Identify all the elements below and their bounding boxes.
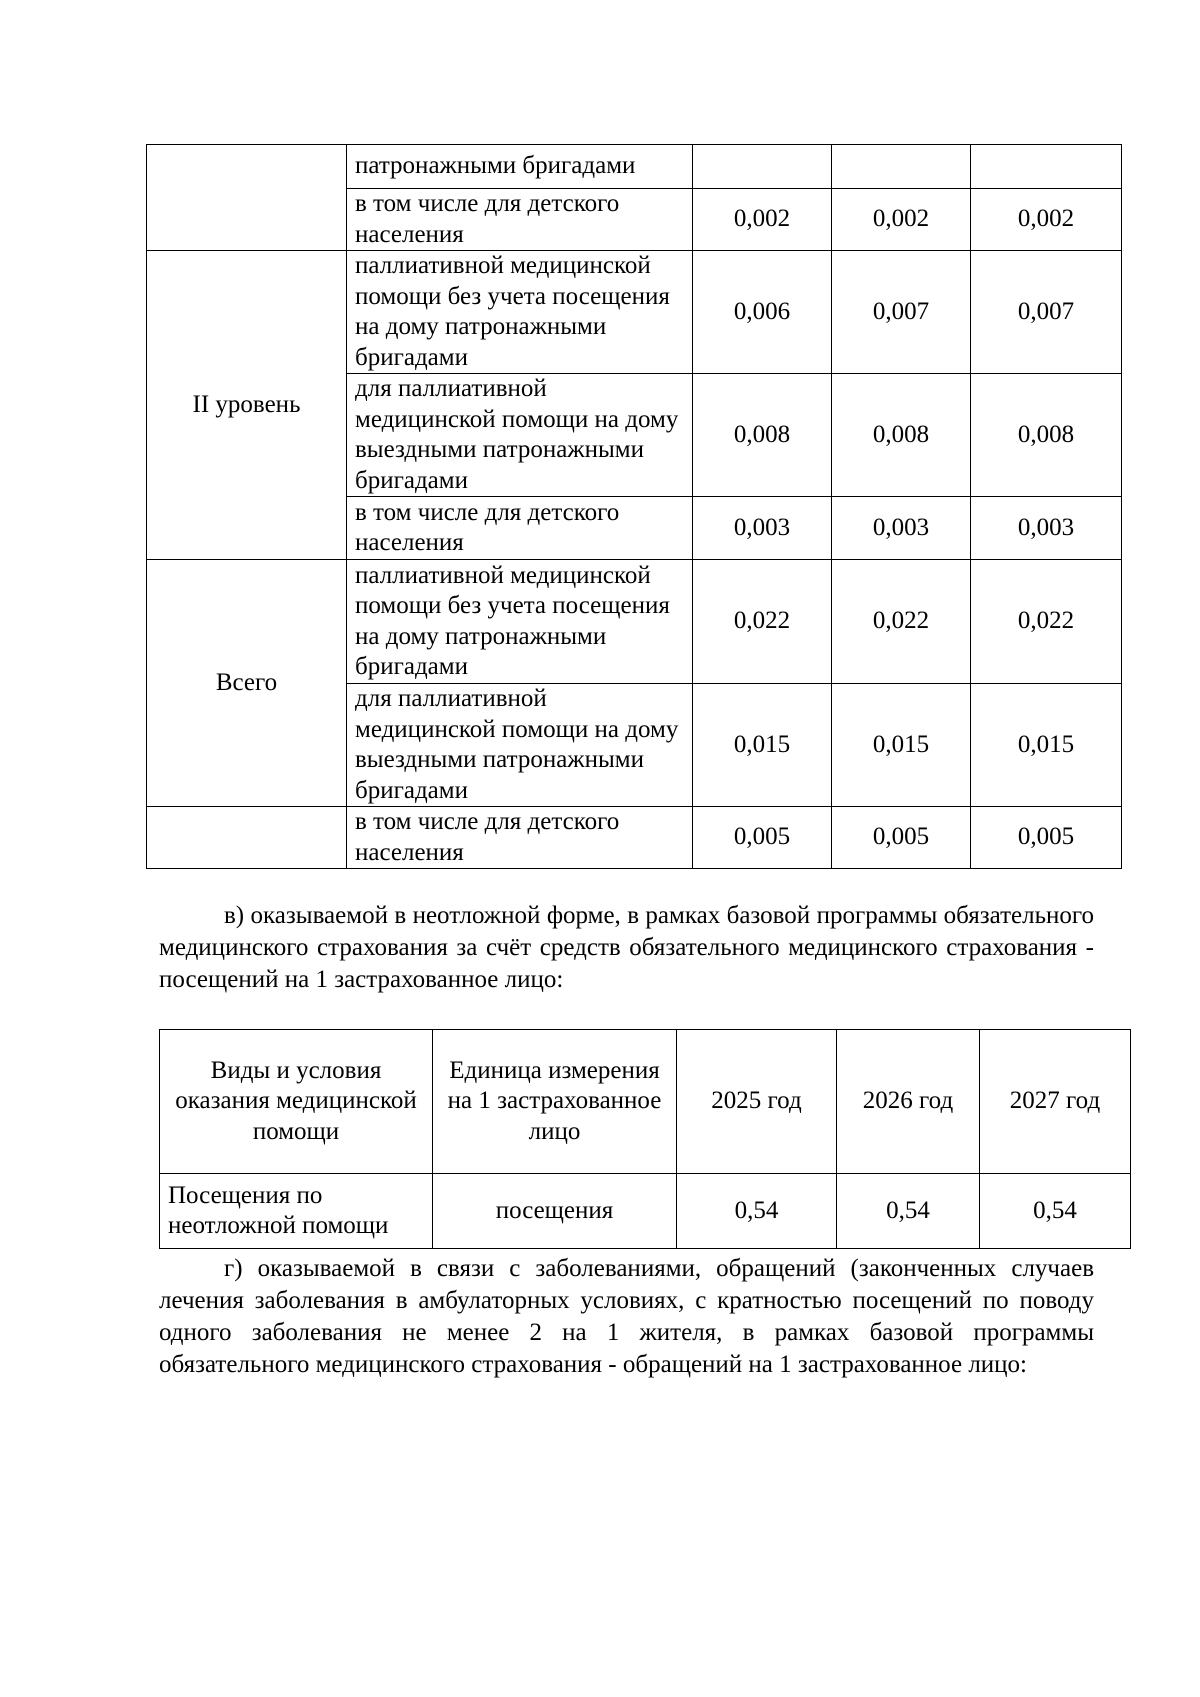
value-2026 <box>832 145 971 189</box>
value-2026: 0,003 <box>832 497 971 560</box>
header-cell: Единица измерения на 1 застрахованное лицо <box>433 1030 677 1174</box>
header-cell: 2026 год <box>837 1030 980 1174</box>
value-2026: 0,002 <box>832 189 971 251</box>
value-2027: 0,007 <box>971 251 1122 374</box>
value-2027: 0,005 <box>971 807 1122 869</box>
paragraph-g <box>159 1253 1094 1381</box>
value-2025: 0,003 <box>693 497 832 560</box>
table-row <box>147 145 1122 189</box>
header-cell: 2027 год <box>980 1030 1131 1174</box>
desc-cell: патронажными бригадами <box>347 145 693 189</box>
group-cell <box>147 807 347 869</box>
value-2026: 0,54 <box>837 1174 980 1249</box>
value-2025: 0,54 <box>677 1174 837 1249</box>
value-2025: 0,005 <box>693 807 832 869</box>
value-2026: 0,007 <box>832 251 971 374</box>
paragraph-v-text: в) оказываемой в неотложной форме, в рамках базовой программы обязательного медицинского страхования за счёт средств обязательного медицинского страхования - посещений на 1 застрахованное лицо: <box>159 902 1094 993</box>
value-2027: 0,008 <box>971 374 1122 497</box>
value-2025 <box>693 145 832 189</box>
value-2026: 0,005 <box>832 807 971 869</box>
table-header-row <box>160 1030 1131 1174</box>
desc-cell: для паллиативной медицинской помощи на дому выездными патронажными бригадами <box>347 684 693 807</box>
paragraph-g-text: г) оказываемой в связи с заболеваниями, обращений (законченных случаев лечения заболевания в амбулаторных условиях, с кратностью посещений по поводу одного заболевания не менее 2 на 1 жителя, в рамках базовой программы обязательного медицинского страхования - обращений на 1 застрахованное лицо: <box>159 1255 1094 1378</box>
desc-cell: паллиативной медицинской помощи без учета посещения на дому патронажными бригадами <box>347 251 693 374</box>
value-2025: 0,002 <box>693 189 832 251</box>
value-2025: 0,015 <box>693 684 832 807</box>
type-cell: Посещения по неотложной помощи <box>160 1174 433 1249</box>
value-2025: 0,008 <box>693 374 832 497</box>
value-2025: 0,006 <box>693 251 832 374</box>
value-2027: 0,022 <box>971 560 1122 684</box>
group-cell: Всего <box>147 560 347 807</box>
header-cell: Виды и условия оказания медицинской помощи <box>160 1030 433 1174</box>
paragraph-v <box>159 900 1094 996</box>
desc-cell: для паллиативной медицинской помощи на дому выездными патронажными бригадами <box>347 374 693 497</box>
value-2026: 0,022 <box>832 560 971 684</box>
value-2027: 0,54 <box>980 1174 1131 1249</box>
header-cell: 2025 год <box>677 1030 837 1174</box>
unit-cell: посещения <box>433 1174 677 1249</box>
emergency-visits-table <box>159 1029 1131 1249</box>
value-2026: 0,008 <box>832 374 971 497</box>
desc-cell: в том числе для детского населения <box>347 189 693 251</box>
value-2027: 0,015 <box>971 684 1122 807</box>
value-2025: 0,022 <box>693 560 832 684</box>
palliative-care-table <box>146 144 1122 869</box>
group-cell: II уровень <box>147 251 347 560</box>
group-cell <box>147 145 347 251</box>
value-2027 <box>971 145 1122 189</box>
table-row <box>147 807 1122 869</box>
value-2026: 0,015 <box>832 684 971 807</box>
value-2027: 0,002 <box>971 189 1122 251</box>
table-row <box>160 1174 1131 1249</box>
desc-cell: в том числе для детского населения <box>347 497 693 560</box>
value-2027: 0,003 <box>971 497 1122 560</box>
desc-cell: паллиативной медицинской помощи без учета посещения на дому патронажными бригадами <box>347 560 693 684</box>
table-row <box>147 560 1122 684</box>
desc-cell: в том числе для детского населения <box>347 807 693 869</box>
table-row <box>147 251 1122 374</box>
